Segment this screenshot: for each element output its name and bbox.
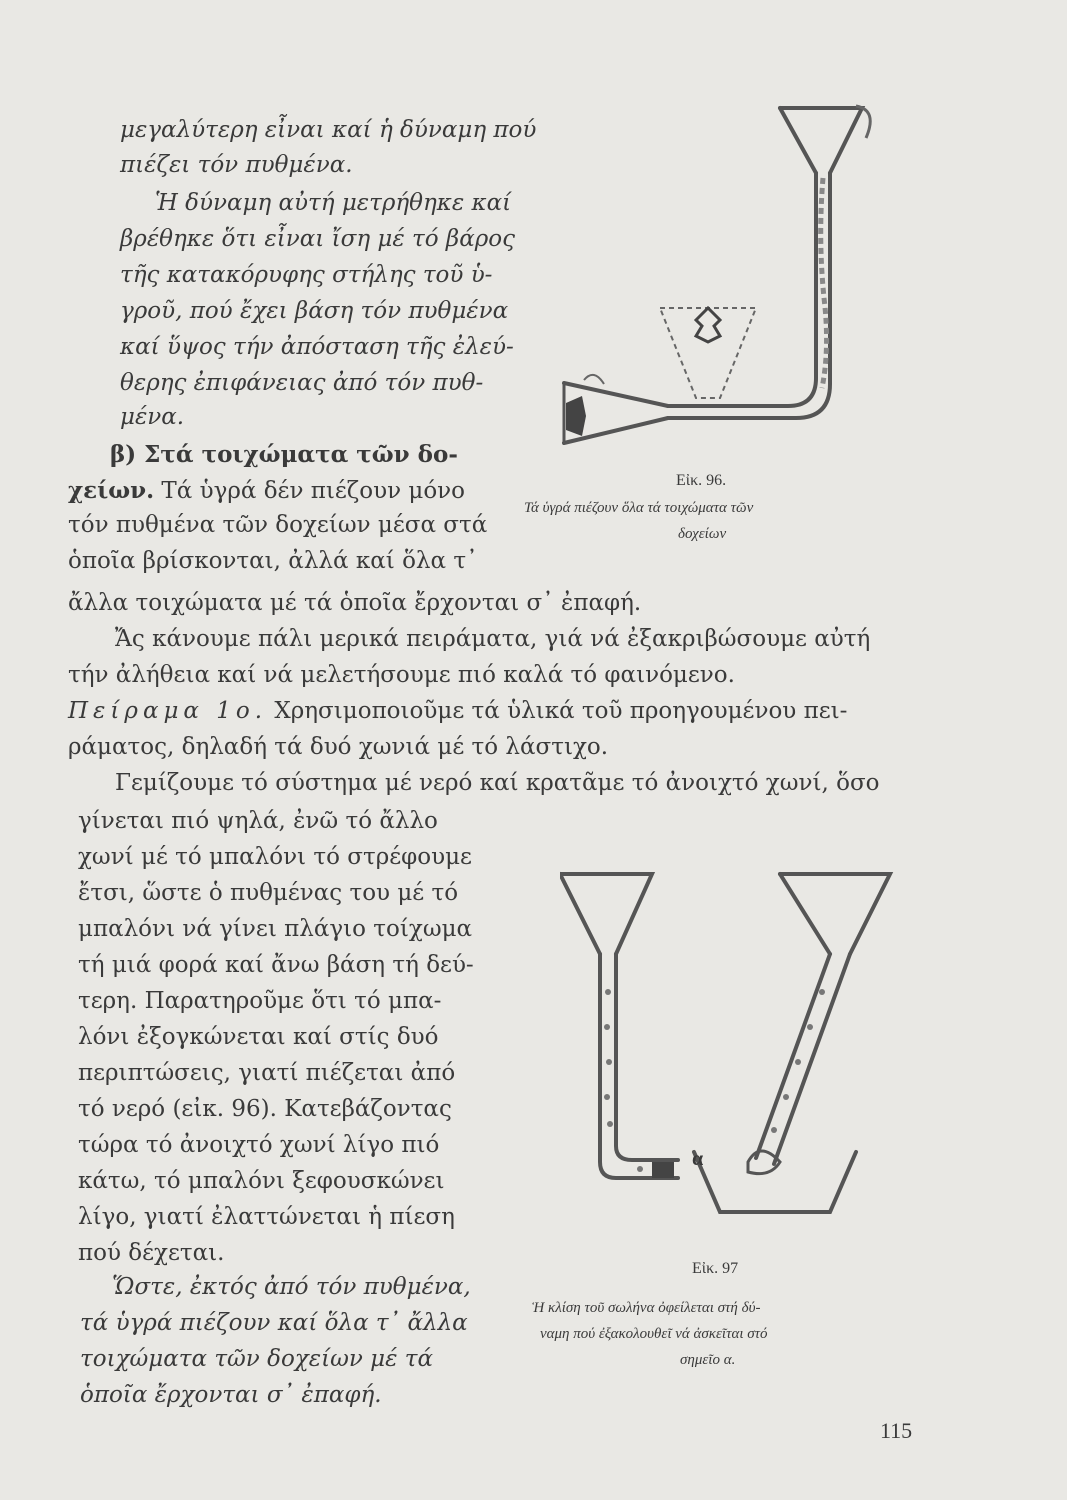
figure-97-label: Εἰκ. 97 <box>692 1260 739 1277</box>
text-line: μεγαλύτερη εἶναι καί ἡ δύναμη πού <box>120 117 537 143</box>
text-line: τῆς κατακόρυφης στήλης τοῦ ὑ- <box>120 262 493 288</box>
text-line: ὁποῖα βρίσκονται, ἀλλά καί ὅλα τ᾽ <box>68 548 478 574</box>
experiment-label: Πείραμα 1ο. <box>68 698 268 724</box>
heading-line <box>68 476 465 506</box>
point-a-label: α <box>692 1148 704 1170</box>
text-line: τά ὑγρά πιέζουν καί ὅλα τ᾽ ἄλλα <box>80 1310 468 1336</box>
text-line: μένα. <box>120 404 185 430</box>
text-line: βρέθηκε ὅτι εἶναι ἴση μέ τό βάρος <box>120 226 515 252</box>
text-line: θερης ἐπιφάνειας ἀπό τόν πυθ- <box>120 370 484 396</box>
page-number: 115 <box>880 1418 913 1443</box>
text-line: Ὥστε, ἐκτός ἀπό τόν πυθμένα, <box>112 1274 471 1300</box>
text-line: γίνεται πιό ψηλά, ἐνῶ τό ἄλλο <box>78 808 438 834</box>
text-line: τό νερό (εἰκ. 96). Κατεβάζοντας <box>78 1096 452 1122</box>
text-line: ἄλλα τοιχώματα μέ τά ὁποῖα ἔρχονται σ᾽ ἐπαφή. <box>68 590 642 616</box>
text-line: γροῦ, πού ἔχει βάση τόν πυθμένα <box>120 298 509 324</box>
text-line: λόνι ἐξογκώνεται καί στίς δυό <box>78 1024 439 1050</box>
figure-97-caption-line: Ἡ κλίση τοῦ σωλήνα ὀφείλεται στή δύ- <box>532 1300 761 1316</box>
text-line: τήν ἀλήθεια καί νά μελετήσουμε πιό καλά τό φαινόμενο. <box>68 662 735 688</box>
heading-continuation: Τά ὑγρά δέν πιέζουν μόνο <box>161 478 466 504</box>
text-line: τερη. Παρατηροῦμε ὅτι τό μπα- <box>78 988 442 1014</box>
figure-97-illustration <box>560 862 920 1257</box>
text-line: ἔτσι, ὥστε ὁ πυθμένας του μέ τό <box>78 880 459 906</box>
figure-96-caption-line: δοχείων <box>678 526 727 542</box>
text-line: πού δέχεται. <box>78 1240 225 1266</box>
text-line: ὁποῖα ἔρχονται σ᾽ ἐπαφή. <box>80 1382 382 1408</box>
text-line: κάτω, τό μπαλόνι ξεφουσκώνει <box>78 1168 445 1194</box>
figure-96-caption-line: Τά ὑγρά πιέζουν ὅλα τά τοιχώματα τῶν <box>524 500 754 516</box>
text-line: ράματος, δηλαδή τά δυό χωνιά μέ τό λάστιχο. <box>68 734 609 760</box>
text-line: καί ὕψος τήν ἀπόσταση τῆς ἐλεύ- <box>120 334 514 360</box>
experiment-line <box>68 696 847 726</box>
text-line: τώρα τό ἀνοιχτό χωνί λίγο πιό <box>78 1132 440 1158</box>
figure-96-illustration <box>548 98 888 483</box>
experiment-text: Χρησιμοποιοῦμε τά ὑλικά τοῦ προηγουμένου πει- <box>274 698 848 724</box>
text-line: Ἄς κάνουμε πάλι μερικά πειράματα, γιά νά ἐξακριβώσουμε αὐτή <box>115 626 871 652</box>
text-line: τόν πυθμένα τῶν δοχείων μέσα στά <box>68 512 488 538</box>
text-line: πιέζει τόν πυθμένα. <box>120 152 353 178</box>
figure-97-caption-line: σημεῖο α. <box>680 1352 736 1368</box>
text-line: τή μιά φορά καί ἄνω βάση τή δεύ- <box>78 952 474 978</box>
section-heading-end: χείων. <box>68 477 155 504</box>
text-line: Ἡ δύναμη αὐτή μετρήθηκε καί <box>155 190 512 216</box>
figure-97-caption-line: ναμη πού ἐξακολουθεῖ νά ἀσκεῖται στό <box>540 1326 768 1342</box>
text-line: περιπτώσεις, γιατί πιέζεται ἀπό <box>78 1060 456 1086</box>
figure-96-label: Εἰκ. 96. <box>676 472 727 489</box>
text-line: μπαλόνι νά γίνει πλάγιο τοίχωμα <box>78 916 473 942</box>
section-heading: β) Στά τοιχώματα τῶν δο- <box>110 441 458 468</box>
text-line: λίγο, γιατί ἐλαττώνεται ἡ πίεση <box>78 1204 455 1230</box>
text-line: τοιχώματα τῶν δοχείων μέ τά <box>80 1346 433 1372</box>
text-line: χωνί μέ τό μπαλόνι τό στρέφουμε <box>78 844 472 870</box>
text-line: Γεμίζουμε τό σύστημα μέ νερό καί κρατᾶμε τό ἀνοιχτό χωνί, ὅσο <box>115 770 880 796</box>
